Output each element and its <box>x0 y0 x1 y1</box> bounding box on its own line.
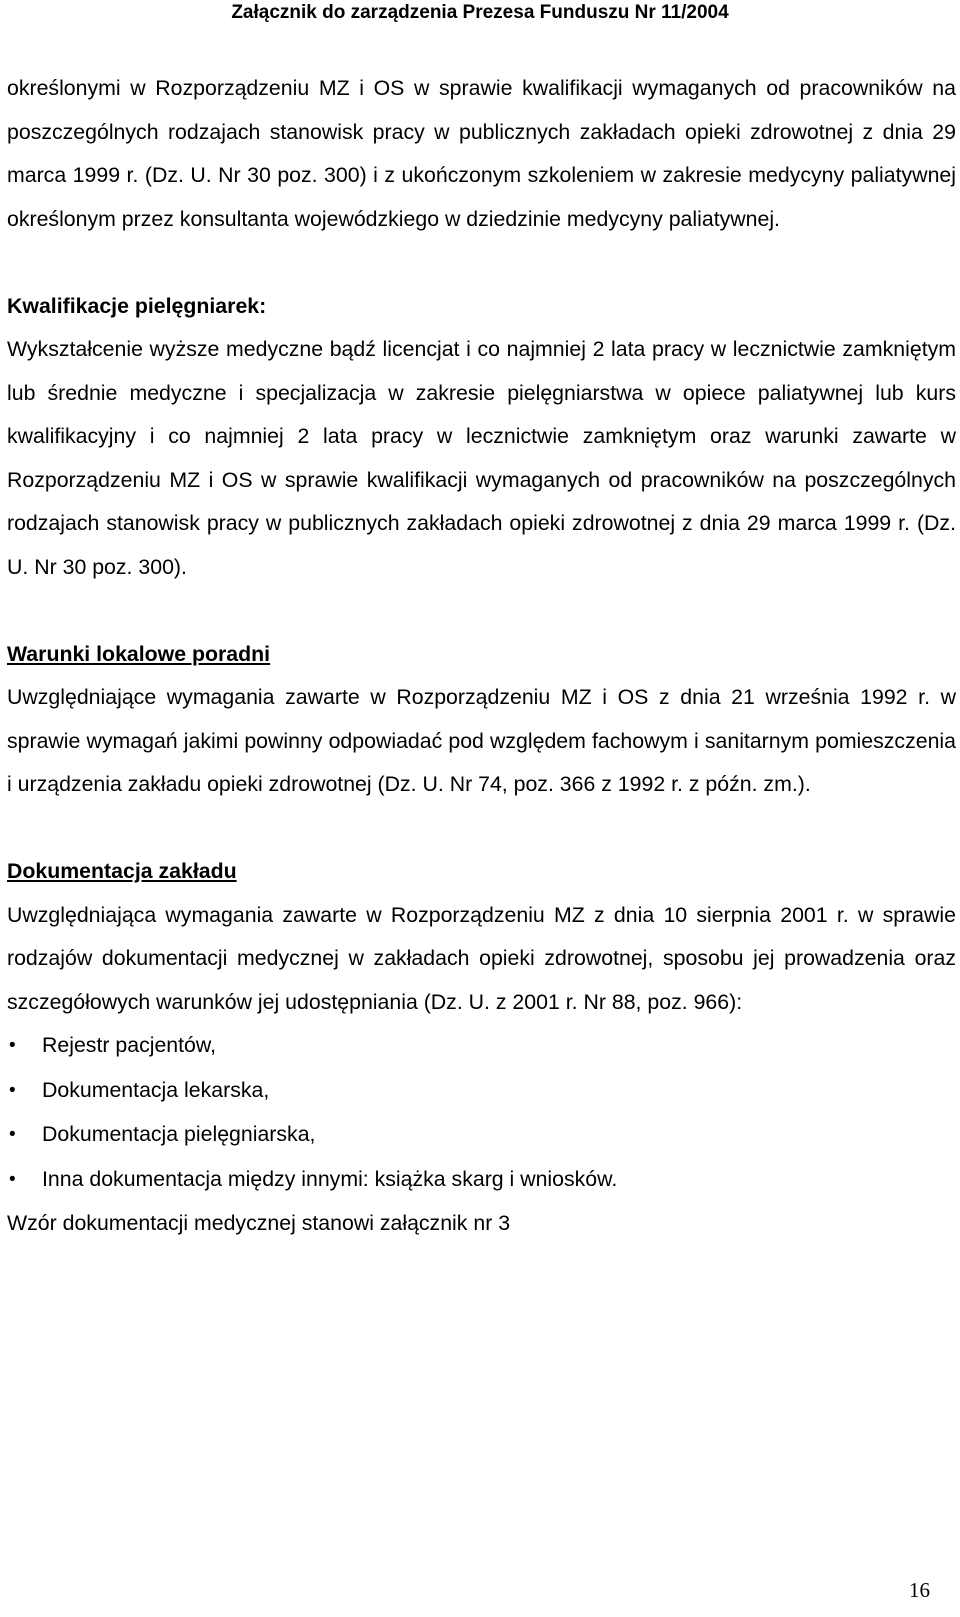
documentation-footer-note: Wzór dokumentacji medycznej stanowi załącznik nr 3 <box>7 1211 511 1235</box>
intro-paragraph: określonymi w Rozporządzeniu MZ i OS w sprawie kwalifikacji wymaganych od pracowników na poszczególnych rodzajach stanowisk pracy w publicznych zakładach opieki zdrowotnej z dnia 29 marca 1999 r. (Dz. U. Nr 30 poz. 300) i z ukończonym szkoleniem w zakresie medycyny paliatywnej określonym przez konsultanta wojewódzkiego w dziedzinie medycyny paliatywnej. <box>7 76 956 231</box>
bullet-icon: • <box>9 1079 16 1101</box>
spacer <box>7 807 956 851</box>
list-item <box>7 1113 956 1157</box>
list-item <box>7 1024 956 1068</box>
spacer <box>7 589 956 633</box>
list-item-label: Inna dokumentacja między innymi: książka skarg i wniosków. <box>42 1166 618 1191</box>
list-item <box>7 1069 956 1113</box>
documentation-heading: Dokumentacja zakładu <box>7 859 237 883</box>
documentation-paragraph: Uwzględniająca wymagania zawarte w Rozporządzeniu MZ z dnia 10 sierpnia 2001 r. w sprawie rodzajów dokumentacji medycznej w zakładach opieki zdrowotnej, sposobu jej prowadzenia oraz szczegółowych warunków jej udostępniania (Dz. U. z 2001 r. Nr 88, poz. 966): <box>7 902 956 1014</box>
bullet-icon: • <box>9 1124 16 1145</box>
bullet-icon: • <box>9 1035 16 1056</box>
premises-heading: Warunki lokalowe poradni <box>7 641 271 666</box>
nurses-heading: Kwalifikacje pielęgniarek: <box>7 293 267 318</box>
documentation-list <box>7 1024 956 1201</box>
premises-paragraph: Uwzględniające wymagania zawarte w Rozporządzeniu MZ i OS z dnia 21 września 1992 r. w sprawie wymagań jakimi powinny odpowiadać pod względem fachowym i sanitarnym pomieszczenia i urządzenia zakładu opieki zdrowotnej (Dz. U. Nr 74, poz. 366 z 1992 r. z późn. zm.). <box>7 685 956 796</box>
page-number: 16 <box>909 1578 930 1602</box>
list-item-label: Dokumentacja pielęgniarska, <box>42 1122 316 1146</box>
document-body <box>7 67 956 1246</box>
list-item-label: Rejestr pacjentów, <box>42 1033 217 1057</box>
document-header: Załącznik do zarządzenia Prezesa Funduszu Nr 11/2004 <box>231 2 729 23</box>
list-item <box>7 1158 956 1202</box>
nurses-paragraph: Wykształcenie wyższe medyczne bądź licencjat i co najmniej 2 lata pracy w lecznictwie zamkniętym lub średnie medyczne i specjalizacja w zakresie pielęgniarstwa w opiece paliatywnej lub kurs kwalifikacyjny i co najmniej 2 lata pracy w lecznictwie zamkniętym oraz warunki zawarte w Rozporządzeniu MZ i OS w sprawie kwalifikacji wymaganych od pracowników na poszczególnych rodzajach stanowisk pracy w publicznych zakładach opieki zdrowotnej z dnia 29 marca 1999 r. (Dz. U. Nr 30 poz. 300). <box>7 337 956 579</box>
list-item-label: Dokumentacja lekarska, <box>42 1077 270 1102</box>
bullet-icon: • <box>9 1168 16 1190</box>
spacer <box>7 241 956 285</box>
